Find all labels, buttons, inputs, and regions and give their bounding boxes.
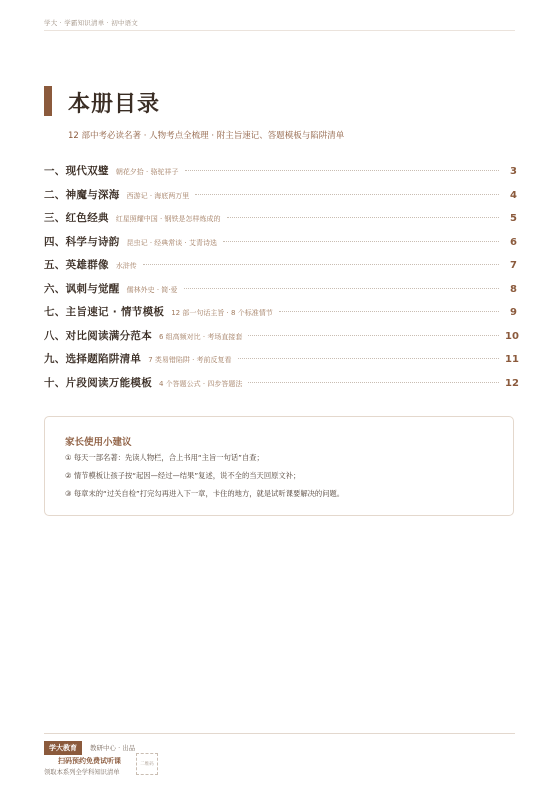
toc-leader <box>248 335 499 336</box>
toc-subtitle: 12 部一句话主旨 · 8 个标准情节 <box>171 309 273 317</box>
toc-subtitle: 6 组高频对比 · 考场直接套 <box>159 332 243 341</box>
toc-leader <box>143 264 499 265</box>
footer-divider <box>44 733 515 734</box>
toc-title: 八、对比阅读满分范本 <box>44 329 152 342</box>
toc-leader <box>184 288 499 289</box>
toc-page-number: 4 <box>510 189 517 201</box>
toc-entry[interactable] <box>44 375 517 399</box>
toc-leader <box>248 382 499 383</box>
toc-page-number: 12 <box>505 377 519 389</box>
toc-title: 三、红色经典 <box>44 212 109 224</box>
toc-title: 六、讽刺与觉醒 <box>44 282 120 295</box>
toc-entry[interactable] <box>44 187 517 211</box>
toc-title: 七、主旨速记 · 情节模板 <box>44 306 165 318</box>
toc-title: 二、神魔与深海 <box>44 188 120 201</box>
toc-subtitle: 水浒传 <box>115 262 137 270</box>
toc-page-number: 10 <box>505 330 519 342</box>
parent-tips-box <box>44 416 514 516</box>
toc-leader <box>223 241 499 242</box>
toc-title: 一、现代双璧 <box>44 165 109 177</box>
toc-entry[interactable] <box>44 351 517 375</box>
toc-subtitle: 朝花夕拾 · 骆驼祥子 <box>115 168 179 176</box>
qr-code-placeholder[interactable]: 二维码 <box>136 753 158 775</box>
toc-page-number: 3 <box>510 166 517 177</box>
toc-leader <box>185 170 500 171</box>
toc-entry[interactable] <box>44 234 517 258</box>
tip-item: ② 情节模板让孩子按“起因—经过—结果”复述，说不全的当天回原文补； <box>65 471 301 480</box>
toc-subtitle: 7 类易错陷阱 · 考前反复看 <box>148 356 232 364</box>
table-of-contents <box>44 163 517 398</box>
tip-item: ③ 每章末的“过关自检”打完勾再进入下一章，卡住的地方，就是试听课要解决的问题。 <box>65 489 345 498</box>
toc-page-number: 11 <box>505 354 519 365</box>
page-subtitle: 12 部中考必读名著 · 人物考点全梳理 · 附主旨速记、答题模板与陷阱清单 <box>68 131 345 141</box>
toc-page-number: 6 <box>510 236 517 248</box>
toc-page-number: 7 <box>510 260 517 271</box>
tip-item: ① 每天一部名著：先读人物栏，合上书用“主旨一句话”自查； <box>65 453 264 462</box>
toc-entry[interactable] <box>44 328 517 352</box>
title-accent-bar <box>44 86 52 116</box>
brand-subtitle: 教研中心 · 出品 <box>90 744 136 752</box>
running-header: 学大 · 学霸知识清单 · 初中语文 <box>44 19 138 27</box>
toc-title: 五、英雄群像 <box>44 259 109 271</box>
toc-leader <box>279 311 499 312</box>
toc-leader <box>195 194 499 195</box>
toc-entry[interactable] <box>44 163 517 187</box>
toc-entry[interactable] <box>44 304 517 328</box>
tips-title: 家长使用小建议 <box>65 437 132 448</box>
toc-entry[interactable] <box>44 210 517 234</box>
toc-subtitle: 儒林外史 · 简·爱 <box>126 285 178 294</box>
toc-entry[interactable] <box>44 257 517 281</box>
toc-leader <box>227 217 500 218</box>
page-title: 本册目录 <box>68 91 161 117</box>
toc-title: 四、科学与诗韵 <box>44 235 120 248</box>
toc-subtitle: 昆虫记 · 经典常谈 · 艾青诗选 <box>126 238 217 247</box>
toc-subtitle: 红星照耀中国 · 钢铁是怎样炼成的 <box>115 215 221 223</box>
toc-title: 九、选择题陷阱清单 <box>44 353 142 365</box>
toc-page-number: 8 <box>510 283 517 295</box>
toc-entry[interactable] <box>44 281 517 305</box>
toc-page-number: 5 <box>510 213 517 224</box>
toc-subtitle: 4 个答题公式 · 四步答题法 <box>159 379 243 388</box>
cta-subtitle: 领取本系列全学科知识清单 <box>44 769 120 776</box>
toc-subtitle: 西游记 · 海底两万里 <box>126 191 190 200</box>
header-divider <box>44 30 515 31</box>
toc-leader <box>238 358 499 359</box>
brand-logo: 学大教育 <box>44 741 82 755</box>
cta-title: 扫码预约免费试听课 <box>58 757 121 765</box>
toc-title: 十、片段阅读万能模板 <box>44 376 152 389</box>
toc-page-number: 9 <box>510 307 517 318</box>
